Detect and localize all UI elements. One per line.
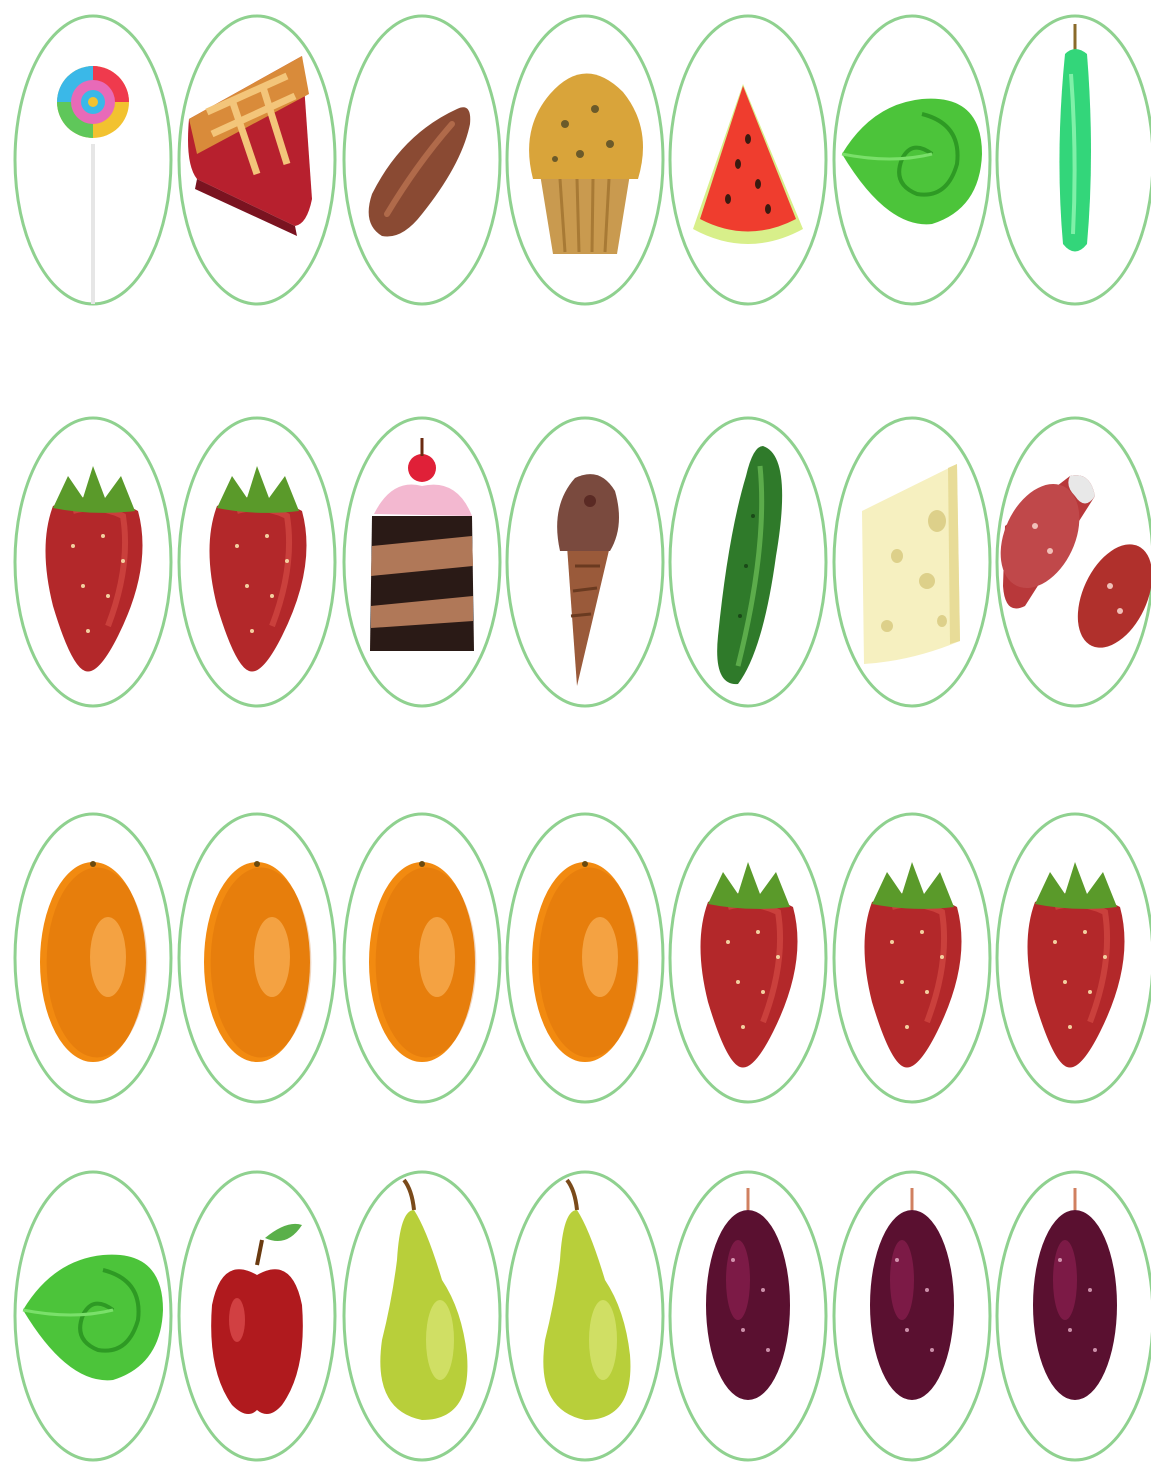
food-card[interactable] [505,812,665,1104]
food-card[interactable] [13,812,173,1104]
cucumber-icon [717,446,782,684]
strawberry-icon [701,862,798,1068]
food-card[interactable] [177,1170,337,1462]
food-card[interactable] [832,812,992,1104]
food-card[interactable] [995,14,1151,306]
strawberry-icon [46,466,143,672]
plum-icon [1033,1188,1117,1400]
food-card[interactable] [342,1170,502,1462]
food-card[interactable] [342,14,502,306]
food-card-ring [177,812,337,1104]
apple-icon [211,1224,303,1414]
food-card-ring [995,812,1151,1104]
food-card-ring [505,1170,665,1462]
food-card[interactable] [668,812,828,1104]
food-card-ring [995,1170,1151,1462]
food-card-ring [832,416,992,708]
food-card[interactable] [995,1170,1151,1462]
food-card[interactable] [342,416,502,708]
food-card-ring [832,812,992,1104]
food-card-ring [505,14,665,306]
chocolate-cake-slice-icon [370,438,474,651]
food-card-ring [13,1170,173,1462]
food-card[interactable] [13,14,173,306]
green-leaf-icon [23,1255,163,1381]
orange-icon [532,861,639,1062]
salami-icon [985,471,1151,659]
food-card-ring [995,416,1151,708]
food-card-ring [505,416,665,708]
cherry-pie-slice-icon [188,56,312,236]
food-card[interactable] [13,416,173,708]
food-card[interactable] [668,416,828,708]
muffin-icon [529,73,643,254]
food-card[interactable] [177,14,337,306]
pickle-icon [1059,24,1091,252]
orange-icon [369,861,476,1062]
food-card[interactable] [668,1170,828,1462]
food-card-ring [832,14,992,306]
food-card-ring [342,812,502,1104]
food-card-ring [13,812,173,1104]
food-card-ring [832,1170,992,1462]
green-leaf-icon [842,99,982,225]
plum-icon [870,1188,954,1400]
food-card[interactable] [342,812,502,1104]
pear-icon [543,1180,630,1420]
food-card[interactable] [995,812,1151,1104]
food-card[interactable] [832,1170,992,1462]
food-card-ring [177,14,337,306]
food-card[interactable] [668,14,828,306]
food-card[interactable] [832,416,992,708]
food-card[interactable] [13,1170,173,1462]
plum-icon [706,1188,790,1400]
food-card-ring [668,14,828,306]
watermelon-slice-icon [693,84,803,244]
food-card-ring [995,14,1151,306]
food-card-ring [668,1170,828,1462]
orange-icon [40,861,147,1062]
strawberry-icon [210,466,307,672]
food-card-ring [668,416,828,708]
swiss-cheese-icon [862,464,960,664]
food-card[interactable] [505,1170,665,1462]
ice-cream-cone-icon [557,474,619,686]
strawberry-icon [1028,862,1125,1068]
strawberry-icon [865,862,962,1068]
food-card-ring [342,416,502,708]
food-card-ring [177,1170,337,1462]
food-card[interactable] [505,14,665,306]
food-card-ring [13,416,173,708]
food-card[interactable] [505,416,665,708]
food-card-ring [668,812,828,1104]
food-card-ring [13,14,173,306]
food-card[interactable] [832,14,992,306]
sausage-icon [369,107,471,236]
food-card-ring [177,416,337,708]
food-card-ring [342,1170,502,1462]
food-card[interactable] [177,812,337,1104]
pear-icon [380,1180,467,1420]
food-card[interactable] [177,416,337,708]
food-card-ring [505,812,665,1104]
orange-icon [204,861,311,1062]
food-card-ring [342,14,502,306]
food-card[interactable] [995,416,1151,708]
lollipop-icon [57,66,129,304]
